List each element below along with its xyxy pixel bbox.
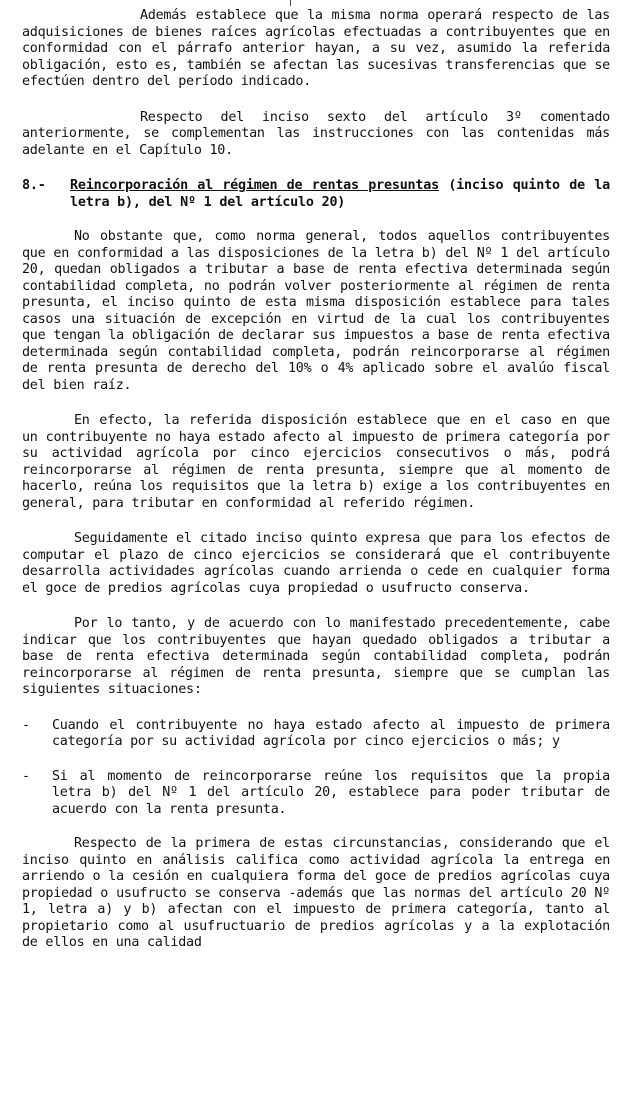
- top-page-mark: [290, 0, 291, 6]
- section-number: 8.-: [22, 178, 46, 193]
- paragraph-inciso-sexto: Respecto del inciso sexto del artículo 3º comentado anteriormente, se complementan las instrucciones con las contenidas más adelante en el Capítulo 10.: [22, 109, 610, 158]
- bullet-dash: -: [22, 768, 30, 784]
- paragraph-no-obstante: No obstante que, como norma general, todos aquellos contribuyentes que en conformidad a las disposiciones de la letra b) del Nº 1 del artículo 20, quedan obligados a tributar a base de renta efectiva determinada según contabilidad completa, no podrán volver posteriormente al régimen de renta presunta, el inciso quinto de esta misma disposición establece para tales casos una situación de excepción en virtud de la cual los contribuyentes que tengan la obligación de declarar sus impuestos a base de renta efectiva determinada según contabilidad completa, podrán reincorporarse al régimen de renta presunta de derecho del 10% o 4% aplicado sobre el avalúo fiscal del bien raíz.: [22, 229, 610, 393]
- bullet-dash: -: [22, 717, 30, 733]
- section-title-underlined: Reincorporación al régimen de rentas presuntas: [70, 178, 439, 193]
- paragraph-acquisitions: Además establece que la misma norma operará respecto de las adquisiciones de bienes raíces agrícolas efectuadas a contribuyentes que en conformidad con el párrafo anterior hayan, a su vez, asumido la referida obligación, esto es, también se afectan las sucesivas transferencias que se efectúen dentro del período indicado.: [22, 8, 610, 89]
- document-page: [22, 8, 610, 971]
- list-item: [22, 718, 610, 751]
- section-title: [70, 178, 610, 211]
- paragraph-en-efecto: En efecto, la referida disposición establece que en el caso en que un contribuyente no haya estado afecto al impuesto de primera categoría por su actividad agrícola por cinco ejercicios consecutivos o más, podrá reincorporarse al régimen de renta presunta, siempre que al momento de hacerlo, reúna los requisitos que la letra b) exige a los contribuyentes en general, para tributar en conformidad al referido régimen.: [22, 413, 610, 511]
- section-heading: [22, 178, 610, 211]
- paragraph-seguidamente: Seguidamente el citado inciso quinto expresa que para los efectos de computar el plazo de cinco ejercicios se considerará que el contribuyente desarrolla actividades agrícolas cuando arrienda o cede en cualquier forma el goce de predios agrícolas cuya propiedad o usufructo conserva.: [22, 531, 610, 596]
- paragraph-respecto-primera: Respecto de la primera de estas circunstancias, considerando que el inciso quinto en análisis califica como actividad agrícola la entrega en arriendo o la cesión en cualquiera forma del goce de predios agrícolas cuya propiedad o usufructo se conserva -además que las normas del artículo 20 Nº 1, letra a) y b) afectan con el impuesto de primera categoría, tanto al propietario como al usufructuario de predios agrícolas y a la explotación de ellos en una calidad: [22, 836, 610, 950]
- list-item: [22, 769, 610, 819]
- section-title-rest: (inciso quinto de la letra b), del Nº 1 del artículo 20): [70, 178, 610, 210]
- bullet-text-1: Cuando el contribuyente no haya estado afecto al impuesto de primera categoría por su actividad agrícola por cinco ejercicios o más; y: [52, 717, 610, 749]
- paragraph-por-lo-tanto: Por lo tanto, y de acuerdo con lo manifestado precedentemente, cabe indicar que los contribuyentes que hayan quedado obligados a tributar a base de renta efectiva determinada según contabilidad completa, podrán reincorporarse al régimen de renta presunta, siempre que se cumplan las siguientes situaciones:: [22, 616, 610, 697]
- bullet-text-2: Si al momento de reincorporarse reúne los requisitos que la propia letra b) del Nº 1 del artículo 20, establece para poder tributar de acuerdo con la renta presunta.: [52, 768, 610, 817]
